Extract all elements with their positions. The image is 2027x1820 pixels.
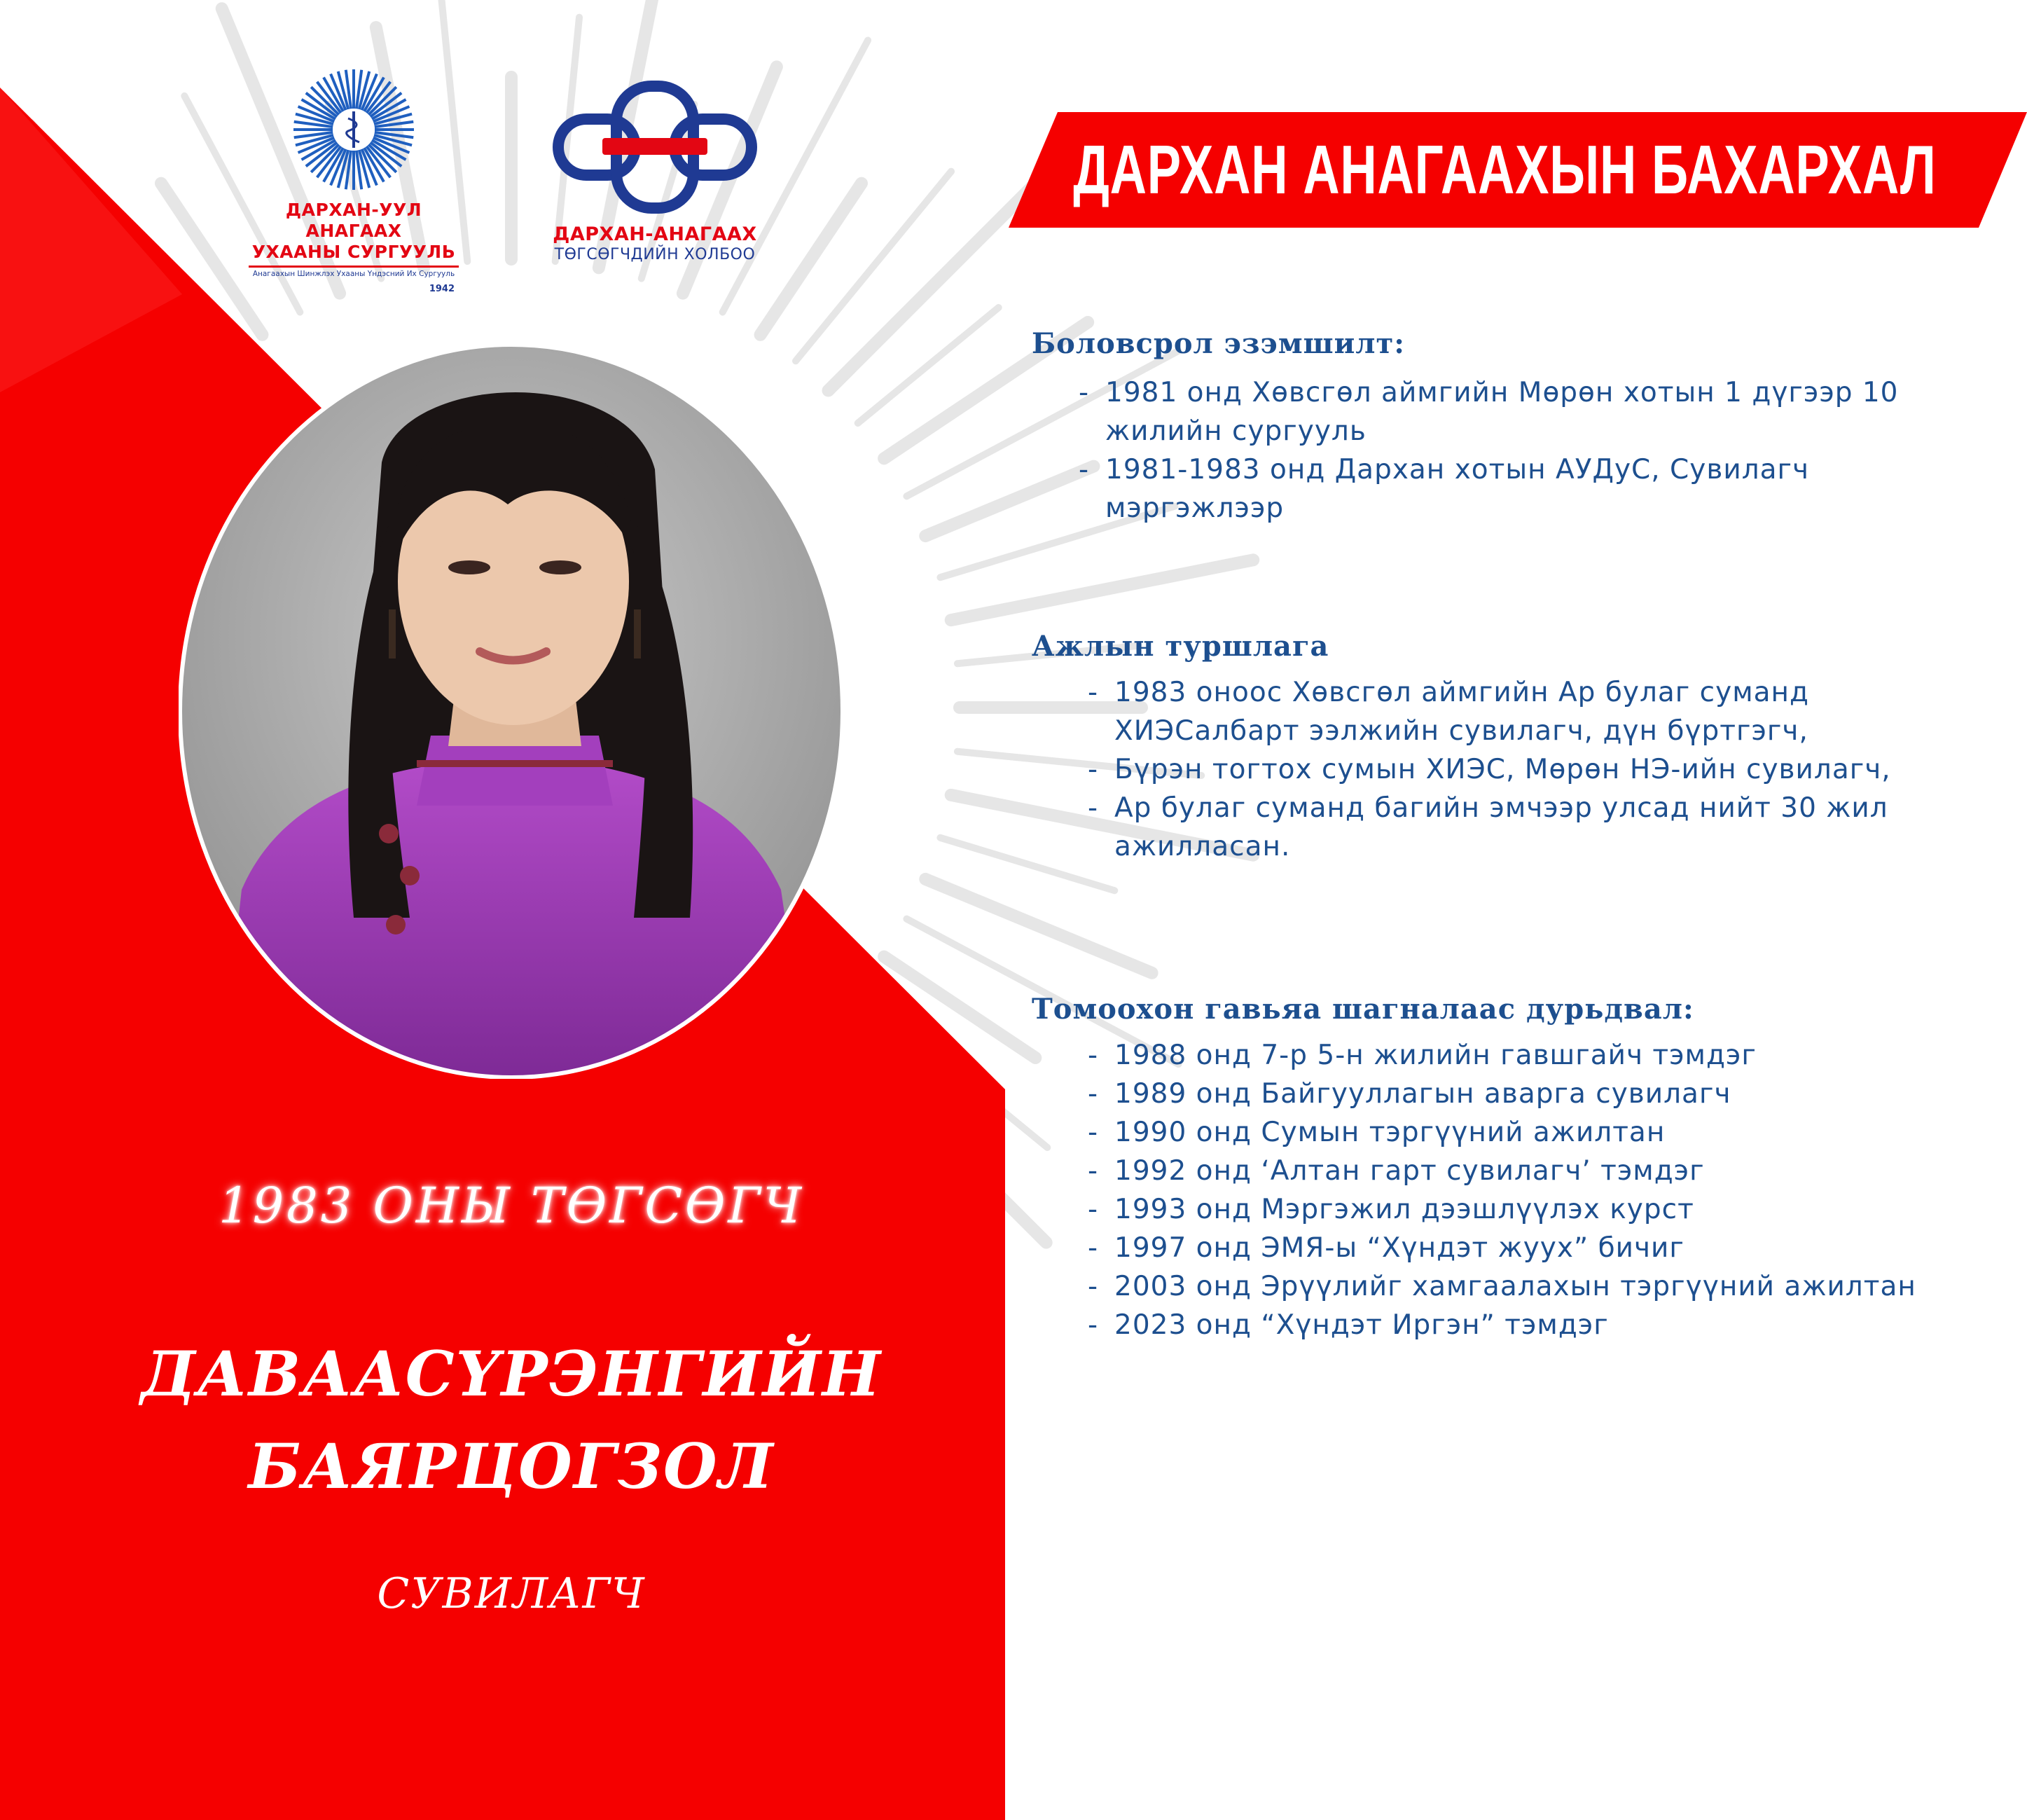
- person-name-line2: БАЯРЦОГЗОЛ: [248, 1430, 775, 1503]
- list-item: - 1997 онд ЭМЯ-ы “Хүндэт жуух” бичиг: [1088, 1229, 2012, 1267]
- portrait-photo: [179, 343, 844, 1079]
- awards-heading: Томоохон гавьяа шагналаас дурьдвал:: [1032, 993, 1694, 1026]
- work-heading: Ажлын туршлага: [1032, 630, 1329, 663]
- banner-title: ДАРХАН АНАГААХЫН БАХАРХАЛ: [1073, 131, 1937, 208]
- list-item-line: ажилласан.: [1114, 831, 1291, 862]
- chain-links-icon: [550, 81, 760, 214]
- alumni-logo-title: ДАРХАН-АНАГААХ: [553, 223, 757, 245]
- work-section: [1032, 628, 2012, 866]
- list-item-line: - 1981-1983 онд Дархан хотын АУДуС, Сувилагч: [1105, 454, 1810, 485]
- list-item: - 1992 онд ‘Алтан гарт сувилагч’ тэмдэг: [1088, 1152, 2012, 1190]
- list-item-line: - 1981 онд Хөвсгөл аймгийн Мөрөн хотын 1 дүгээр 10: [1105, 377, 1899, 408]
- medical-sunburst-icon: [291, 67, 417, 193]
- person-role: СУВИЛАГЧ: [377, 1569, 646, 1618]
- school-logo-title-line1: ДАРХАН-УУЛ АНАГААХ: [285, 200, 422, 241]
- person-name: [84, 1328, 939, 1512]
- list-item: - 1989 онд Байгууллагын аварга сувилагч: [1088, 1075, 2012, 1113]
- school-logo: [249, 67, 459, 298]
- school-logo-year: 1942: [429, 284, 455, 294]
- school-logo-title-line2: УХААНЫ СУРГУУЛЬ: [251, 242, 456, 262]
- work-list: [1088, 673, 2012, 866]
- list-item: - 2003 онд Эрүүлийг хамгаалахын тэргүүний ажилтан: [1088, 1267, 2012, 1306]
- alumni-logo: [539, 81, 770, 291]
- list-item-line: ХИЭСалбарт ээлжийн сувилагч, дүн бүртгэгч,: [1114, 715, 1808, 747]
- graduate-year-label: 1983 ОНЫ ТӨГСӨГЧ: [219, 1177, 804, 1234]
- list-item-line: жилийн сургууль: [1105, 415, 1367, 447]
- list-item-line: мэргэжлээр: [1105, 492, 1285, 524]
- list-item: - 1988 онд 7-р 5-н жилийн гавшгайч тэмдэг: [1088, 1036, 2012, 1075]
- alumni-logo-subtitle: ТӨГСӨГЧДИЙН ХОЛБОО: [554, 246, 756, 263]
- list-item-line: - Бүрэн тогтох сумын ХИЭС, Мөрөн НЭ-ийн сувилагч,: [1114, 754, 1891, 785]
- education-heading: Боловсрол эзэмшилт:: [1032, 327, 1406, 360]
- school-logo-subtitle: Анагаахын Шинжлэх Ухааны Үндэсний Их Сургууль: [249, 266, 459, 278]
- list-item-line: - 1983 оноос Хөвсгөл аймгийн Ар булаг суманд: [1114, 677, 1809, 708]
- list-item: [1079, 450, 2012, 528]
- list-item: [1088, 673, 2012, 750]
- list-item: [1088, 750, 2012, 789]
- awards-section: [1032, 991, 2012, 1344]
- list-item: [1079, 373, 2012, 450]
- list-item: - 1993 онд Мэргэжил дээшлүүлэх курст: [1088, 1190, 2012, 1229]
- list-item-line: - Ар булаг суманд багийн эмчээр улсад нийт 30 жил: [1114, 792, 1888, 824]
- person-name-line1: ДАВААСҮРЭНГИЙН: [140, 1337, 882, 1410]
- education-list: [1079, 373, 2012, 528]
- list-item: - 1990 онд Сумын тэргүүний ажилтан: [1088, 1113, 2012, 1152]
- list-item: - 2023 онд “Хүндэт Иргэн” тэмдэг: [1088, 1306, 2012, 1344]
- awards-list: [1088, 1036, 2012, 1344]
- education-section: [1032, 326, 2012, 528]
- title-banner: [1009, 112, 2027, 228]
- list-item: [1088, 789, 2012, 866]
